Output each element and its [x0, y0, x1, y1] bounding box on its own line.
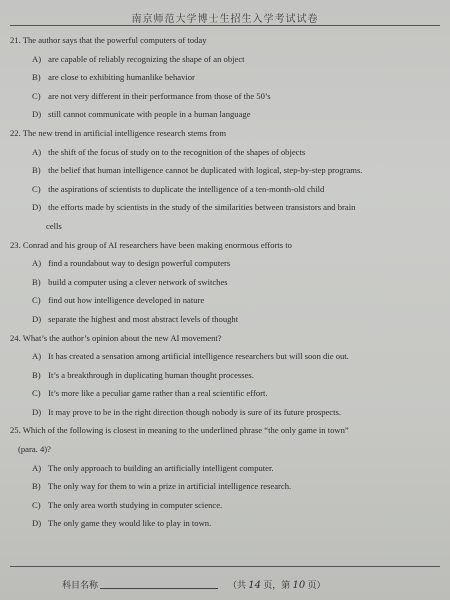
subject-name-label: 科目名称 — [62, 580, 99, 590]
question-21-option-b: B) are close to exhibiting humanlike behavior — [32, 72, 195, 83]
question-22-option-d: D) the efforts made by scientists in the study of the similarities between transistors and brain — [32, 202, 356, 213]
question-22-option-a: A) the shift of the focus of study on to the recognition of the shapes of objects — [32, 146, 306, 157]
subject-name-blank — [100, 588, 218, 589]
question-24-option-b: B) It’s a breakthrough in duplicating human thought processes. — [32, 369, 254, 380]
question-21-option-a: A) are capable of reliably recognizing the shape of an object — [32, 53, 245, 64]
header-rule — [10, 25, 440, 26]
question-25-option-b: B) The only way for them to win a prize in artificial intelligence research. — [32, 481, 292, 492]
question-23-stem: 23. Conrad and his group of AI researchers have been making enormous efforts to — [10, 239, 292, 250]
question-25-option-a: A) The only approach to building an artificially intelligent computer. — [32, 462, 274, 473]
question-25-stem-continuation: (para. 4)? — [18, 444, 51, 455]
question-23-option-d: D) separate the highest and most abstract levels of thought — [32, 313, 239, 324]
question-23-option-a: A) find a roundabout way to design powerful computers — [32, 258, 231, 269]
question-22-stem: 22. The new trend in artificial intelligence research stems from — [10, 127, 227, 138]
exam-header-title: 南京师范大学博士生招生入学考试试卷 — [131, 14, 319, 25]
page-count: （共 14 页，第 10 页） — [228, 580, 326, 591]
question-24-stem: 24. What’s the author’s opinion about the new AI movement? — [10, 332, 222, 343]
question-24-option-a: A) It has created a sensation among artificial intelligence researchers but will soon die out. — [32, 351, 349, 362]
question-23-option-c: C) find out how intelligence developed in nature — [32, 295, 205, 306]
question-25-option-d: D) The only game they would like to play in town. — [32, 518, 212, 529]
question-25-option-c: C) The only area worth studying in computer science. — [32, 499, 223, 510]
question-22-option-c: C) the aspirations of scientists to duplicate the intelligence of a ten-month-old child — [32, 183, 325, 194]
question-list — [10, 31, 440, 533]
question-21-option-c: C) are not very different in their performance from those of the 50’s — [32, 90, 271, 101]
question-24-option-c: C) It’s more like a peculiar game rather than a real scientific effort. — [32, 388, 268, 399]
current-page-handwritten: 10 — [292, 580, 306, 591]
footer-rule — [10, 566, 440, 567]
question-22-option-d-continuation: cells — [46, 220, 62, 231]
question-22-option-b: B) the belief that human intelligence cannot be duplicated with logical, step-by-step programs. — [32, 165, 363, 176]
question-21-option-d: D) still cannot communicate with people in a human language — [32, 109, 251, 120]
question-23-option-b: B) build a computer using a clever network of switches — [32, 276, 228, 287]
total-pages-handwritten: 14 — [248, 580, 261, 591]
question-25-stem: 25. Which of the following is closest in meaning to the underlined phrase “the only game in town” — [10, 425, 349, 436]
question-24-option-d: D) It may prove to be in the right direction though nobody is sure of its future prospects. — [32, 406, 342, 417]
question-21-stem: 21. The author says that the powerful computers of today — [10, 35, 207, 45]
